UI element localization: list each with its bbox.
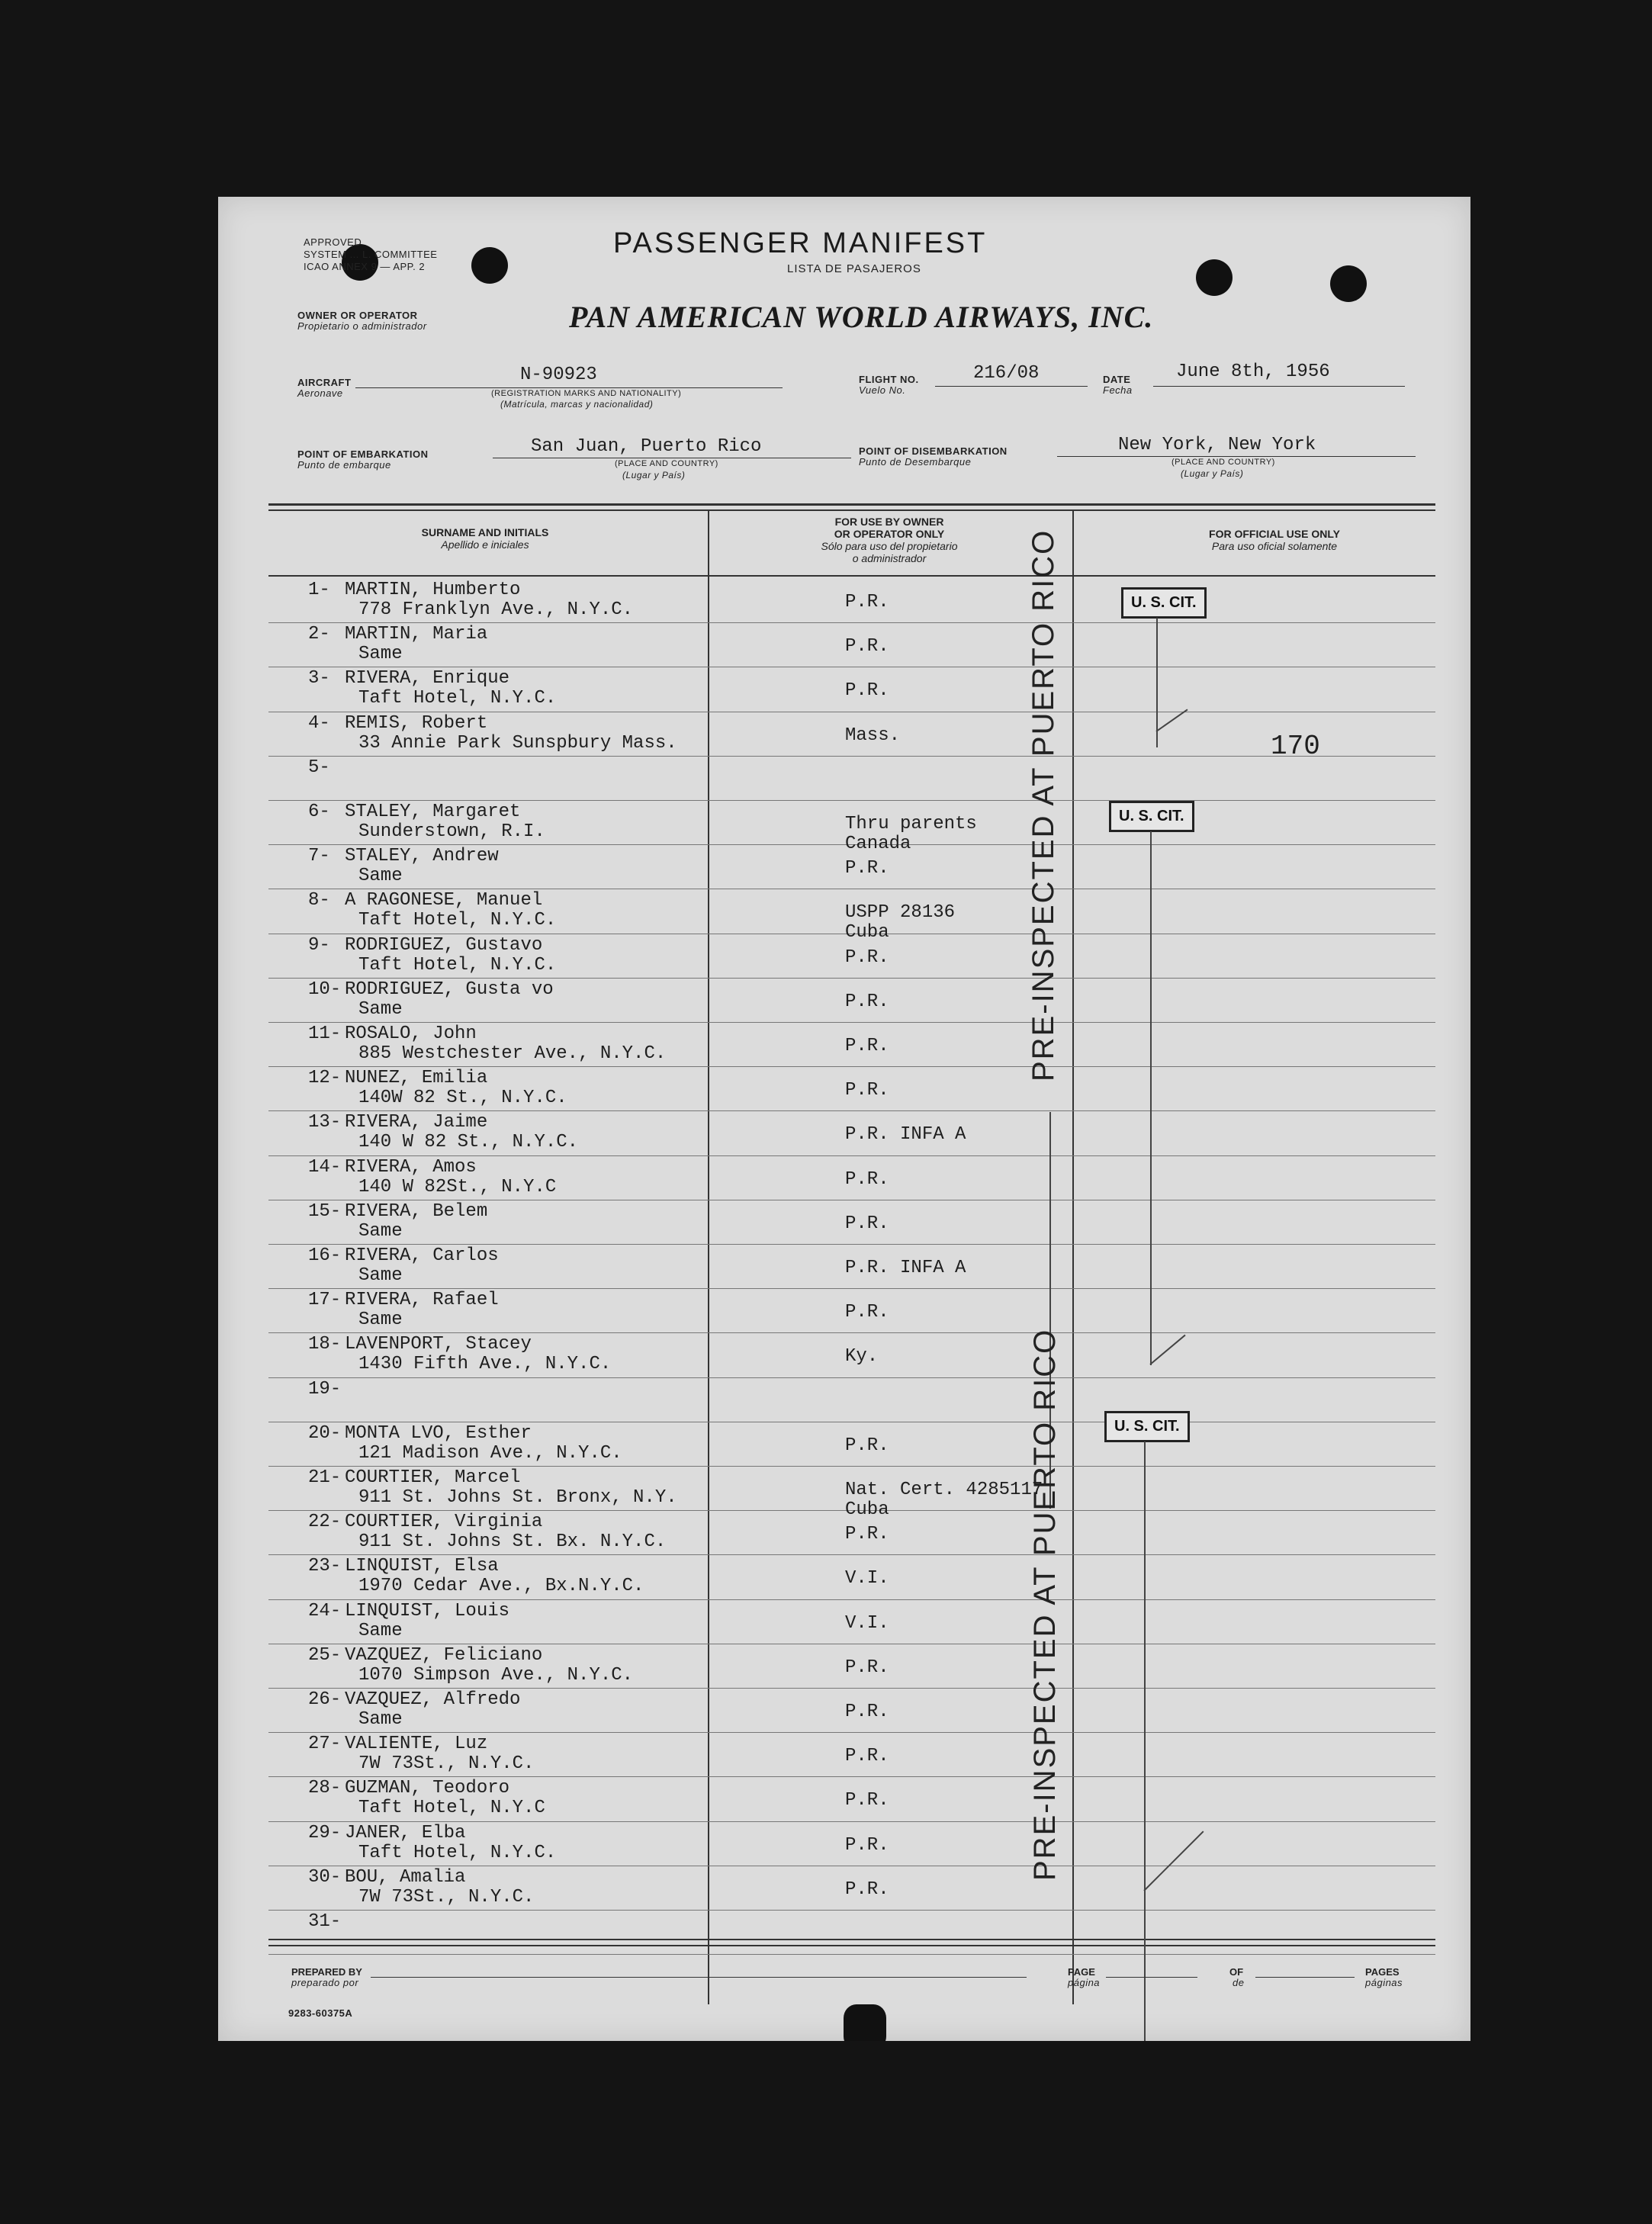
owner-use-value: P.R. [845,1213,889,1234]
bracket-line [1156,618,1158,747]
punch-hole [1330,265,1367,302]
flight-label-es: Vuelo No. [859,384,906,396]
row-divider [268,1155,1435,1156]
us-cit-stamp: U. S. CIT. [1109,801,1194,832]
row-number: 29- [308,1822,342,1843]
passenger-name: RIVERA, Enrique [345,668,510,689]
aircraft-label: AIRCRAFT [297,377,352,388]
prepared-by-label-es: preparado por [291,1977,359,1988]
passenger-address: Same [358,1310,403,1331]
owner-use-value: P.R. [845,1790,889,1811]
row-divider [268,1110,1435,1111]
owner-use-value: P.R. [845,946,889,968]
approval-line: APPROVED [304,236,362,248]
passenger-address: Taft Hotel, N.Y.C [358,1798,545,1819]
row-number: 28- [308,1778,342,1799]
bracket-line [1143,1831,1204,1891]
row-number: 17- [308,1290,342,1311]
passenger-name: VALIENTE, Luz [345,1734,488,1755]
row-number: 20- [308,1422,342,1444]
pages-label-es: páginas [1365,1977,1403,1988]
owner-use-value: P.R. [845,1435,889,1456]
owner-use-value-2: Cuba [845,922,889,943]
row-number: 24- [308,1600,342,1621]
owner-use-value: P.R. [845,1524,889,1545]
date-value: June 8th, 1956 [1176,362,1330,382]
count-note: 170 [1271,731,1320,762]
place-note-es: (Lugar y País) [622,470,686,480]
passenger-name: RIVERA, Jaime [345,1112,488,1133]
owner-use-value: P.R. [845,636,889,657]
passenger-name: RIVERA, Amos [345,1156,477,1178]
row-number: 22- [308,1512,342,1533]
row-divider [268,1599,1435,1600]
column-header-owner-use: FOR USE BY OWNER OR OPERATOR ONLY Sólo para uso del propietario o administrador [821,516,958,564]
row-number: 31- [308,1911,342,1932]
passenger-name: VAZQUEZ, Feliciano [345,1644,543,1666]
owner-use-value: P.R. [845,1036,889,1056]
page-label: PAGE [1068,1966,1095,1978]
owner-use-value: P.R. [845,1080,889,1101]
passenger-address: 121 Madison Ave., N.Y.C. [358,1442,622,1464]
passenger-name: RIVERA, Carlos [345,1245,499,1266]
pre-inspected-stamp: PRE-INSPECTED AT PUERTO RICO [1027,529,1060,1081]
row-divider [268,1466,1435,1467]
row-divider [268,1821,1435,1822]
passenger-address: Same [358,1220,403,1242]
row-number: 2- [308,624,330,645]
passenger-name: RODRIGUEZ, Gusta vo [345,979,554,1000]
row-number: 23- [308,1556,342,1577]
row-number: 19- [308,1378,342,1400]
registration-note: (REGISTRATION MARKS AND NATIONALITY) [491,389,682,398]
us-cit-stamp: U. S. CIT. [1121,587,1207,619]
row-number: 7- [308,846,330,867]
passenger-address: 885 Westchester Ave., N.Y.C. [358,1043,667,1064]
passenger-name: MARTIN, Maria [345,624,488,645]
owner-use-value: P.R. [845,1834,889,1856]
passenger-address: Taft Hotel, N.Y.C. [358,1842,557,1863]
owner-use-value: P.R. [845,1879,889,1900]
owner-label: OWNER OR OPERATOR [297,310,418,321]
passenger-name: COURTIER, Virginia [345,1512,543,1533]
airline-name: PAN AMERICAN WORLD AIRWAYS, INC. [569,300,1154,334]
passenger-name: ROSALO, John [345,1024,477,1044]
passenger-name: A RAGONESE, Manuel [345,890,543,911]
owner-use-value: P.R. INFA A [845,1124,966,1146]
manifest-sheet [218,197,1470,2041]
row-number: 16- [308,1245,342,1266]
passenger-address: Taft Hotel, N.Y.C. [358,954,557,975]
passenger-name: LINQUIST, Louis [345,1600,510,1621]
bracket-line [1155,709,1188,732]
place-note-es: (Lugar y País) [1181,468,1244,479]
row-number: 10- [308,979,342,1000]
form-number: 9283-60375A [288,2007,353,2019]
passenger-name: MARTIN, Humberto [345,580,521,600]
row-number: 21- [308,1467,342,1488]
passenger-name: BOU, Amalia [345,1866,466,1888]
row-divider [268,1954,1435,1955]
owner-use-value-2: Cuba [845,1499,889,1520]
row-number: 18- [308,1334,342,1355]
place-note: (PLACE AND COUNTRY) [1172,458,1275,467]
row-divider [268,1332,1435,1333]
column-header-surname: SURNAME AND INITIALS Apellido e iniciales [421,526,549,551]
owner-use-value: Nat. Cert. 4285117 [845,1480,1043,1500]
passenger-address: 1070 Simpson Ave., N.Y.C. [358,1664,634,1686]
passenger-address: Same [358,1265,403,1286]
row-divider [268,1288,1435,1289]
row-number: 8- [308,890,330,911]
date-label-es: Fecha [1103,384,1133,396]
flight-label: FLIGHT NO. [859,374,919,385]
passenger-address: Same [358,1620,403,1641]
passenger-address: 33 Annie Park Sunspbury Mass. [358,732,677,754]
owner-use-value: Mass. [845,725,901,746]
owner-use-value: V.I. [845,1568,889,1589]
page-subtitle: LISTA DE PASAJEROS [787,262,921,275]
passenger-address: Taft Hotel, N.Y.C. [358,688,557,709]
passenger-name: JANER, Elba [345,1822,466,1843]
passenger-name: RIVERA, Belem [345,1200,488,1222]
owner-use-value: P.R. [845,991,889,1012]
passenger-name: RODRIGUEZ, Gustavo [345,934,543,956]
row-number: 9- [308,934,330,956]
row-divider [268,1910,1435,1911]
row-number: 30- [308,1866,342,1888]
passenger-address: 1430 Fifth Ave., N.Y.C. [358,1354,612,1375]
approval-line: ICAO ANNEX 9 — APP. 2 [304,261,426,272]
passenger-address: Taft Hotel, N.Y.C. [358,910,557,931]
bracket-line [1149,1335,1185,1365]
passenger-name: LAVENPORT, Stacey [345,1334,532,1355]
disembark-label-es: Punto de Desembarque [859,456,972,468]
punch-hole [471,247,508,284]
passenger-name: STALEY, Margaret [345,802,521,822]
row-divider [268,800,1435,801]
disembark-label: POINT OF DISEMBARKATION [859,445,1008,457]
column-divider [708,511,709,2004]
owner-use-value: P.R. [845,680,889,702]
passenger-address: Same [358,998,403,1020]
bracket-line [1144,1441,1146,2041]
page-title: PASSENGER MANIFEST [613,227,988,259]
row-divider [268,622,1435,623]
punch-hole [1196,259,1233,296]
disembark-value: New York, New York [1118,435,1316,455]
owner-use-value: P.R. [845,1302,889,1323]
passenger-address: 911 St. Johns St. Bronx, N.Y. [358,1487,677,1508]
column-divider [1072,511,1074,2004]
row-divider [268,1377,1435,1378]
row-number: 4- [308,712,330,734]
row-divider [268,1066,1435,1067]
passenger-name: VAZQUEZ, Alfredo [345,1689,521,1710]
passenger-address: Same [358,644,403,665]
aircraft-value: N-90923 [520,365,597,385]
punch-hole [844,2004,886,2041]
passenger-name: NUNEZ, Emilia [345,1068,488,1089]
owner-use-value: V.I. [845,1612,889,1634]
bracket-line [1150,831,1152,1365]
row-divider [268,1554,1435,1555]
date-label: DATE [1103,374,1131,385]
row-number: 15- [308,1200,342,1222]
row-number: 11- [308,1024,342,1044]
passenger-address: Sunderstown, R.I. [358,821,545,842]
page-label-es: página [1068,1977,1101,1988]
passenger-name: STALEY, Andrew [345,846,499,867]
owner-label-es: Propietario o administrador [297,320,427,332]
row-number: 1- [308,580,330,600]
row-divider [268,1244,1435,1245]
owner-use-value: Ky. [845,1346,879,1368]
aircraft-label-es: Aeronave [297,387,343,399]
row-divider [268,1688,1435,1689]
passenger-address: Same [358,1709,403,1730]
row-divider [268,1022,1435,1023]
prepared-by-label: PREPARED BY [291,1966,362,1978]
passenger-address: 1970 Cedar Ave., Bx.N.Y.C. [358,1576,644,1597]
owner-use-value-2: Canada [845,834,911,854]
embark-label: POINT OF EMBARKATION [297,448,429,460]
passenger-address: 140W 82 St., N.Y.C. [358,1088,567,1109]
owner-use-value: P.R. [845,1168,889,1190]
row-divider [268,756,1435,757]
row-divider [268,978,1435,979]
of-label-es: de [1233,1977,1245,1988]
passenger-name: REMIS, Robert [345,712,488,734]
owner-use-value: P.R. [845,1702,889,1722]
embark-label-es: Punto de embarque [297,459,391,471]
us-cit-stamp: U. S. CIT. [1104,1411,1190,1442]
passenger-name: LINQUIST, Elsa [345,1556,499,1577]
approval-line: SYSTEM ... L. COMMITTEE [304,249,438,260]
row-number: 26- [308,1689,342,1710]
flight-value: 216/08 [973,363,1040,384]
embark-value: San Juan, Puerto Rico [531,436,762,457]
pages-label: PAGES [1365,1966,1400,1978]
row-divider [268,1732,1435,1733]
of-label: OF [1229,1966,1244,1978]
owner-use-value: P.R. [845,1746,889,1767]
passenger-name: RIVERA, Rafael [345,1290,499,1311]
passenger-address: 778 Franklyn Ave., N.Y.C. [358,599,634,620]
passenger-name: MONTA LVO, Esther [345,1422,532,1444]
pre-inspected-stamp: PRE-INSPECTED AT PUERTO RICO [1028,1328,1062,1881]
owner-use-value: P.R. [845,592,889,612]
passenger-address: 140 W 82 St., N.Y.C. [358,1132,579,1153]
owner-use-value: P.R. INFA A [845,1258,966,1278]
owner-use-value: Thru parents [845,814,977,834]
row-number: 3- [308,668,330,689]
row-divider [268,1776,1435,1777]
passenger-name: COURTIER, Marcel [345,1467,521,1488]
owner-use-value: P.R. [845,1657,889,1678]
passenger-address: 911 St. Johns St. Bx. N.Y.C. [358,1531,667,1553]
row-number: 25- [308,1644,342,1666]
row-number: 27- [308,1734,342,1755]
row-number: 5- [308,757,330,778]
column-header-official: FOR OFFICIAL USE ONLY Para uso oficial solamente [1209,528,1340,552]
passenger-address: Same [358,866,403,887]
passenger-name: GUZMAN, Teodoro [345,1778,510,1799]
row-number: 14- [308,1156,342,1178]
row-number: 6- [308,802,330,822]
row-number: 12- [308,1068,342,1089]
passenger-address: 140 W 82St., N.Y.C [358,1176,557,1197]
owner-use-value: P.R. [845,858,889,879]
registration-note-es: (Matrícula, marcas y nacionalidad) [500,399,654,410]
place-note: (PLACE AND COUNTRY) [615,459,718,468]
passenger-address: 7W 73St., N.Y.C. [358,1753,535,1775]
row-number: 13- [308,1112,342,1133]
owner-use-value: USPP 28136 [845,902,956,924]
passenger-address: 7W 73St., N.Y.C. [358,1886,535,1907]
